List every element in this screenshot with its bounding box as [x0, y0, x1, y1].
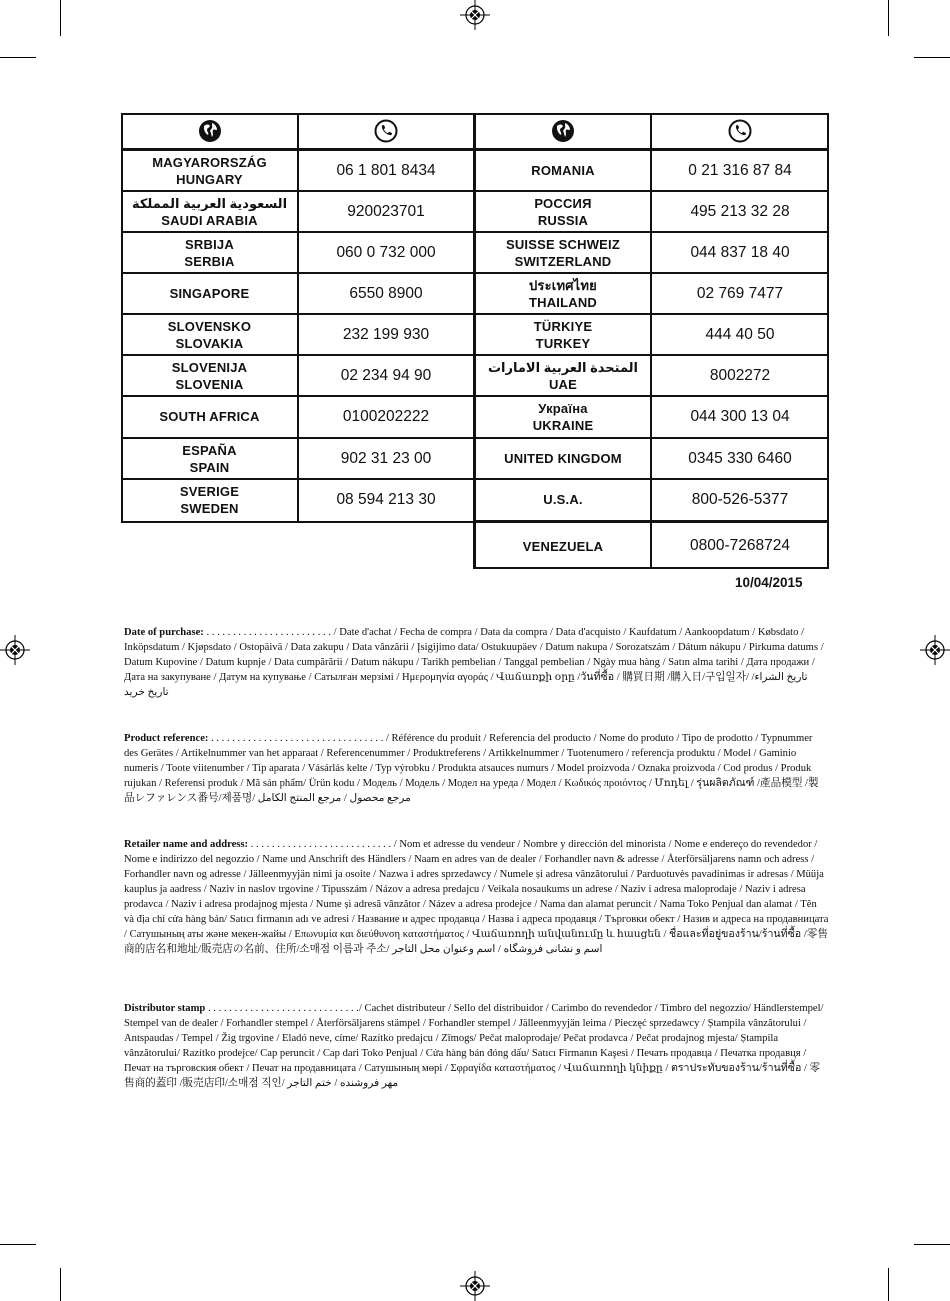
country-name: РОССИЯ RUSSIA: [534, 195, 592, 228]
fill-in-line: . . . . . . . . . . . . . . . . . . . . . . . . . . . . . . . . .: [208, 733, 386, 744]
country-name: MAGYARORSZÁG HUNGARY: [152, 154, 267, 187]
date-of-purchase-field: [124, 625, 829, 700]
crop-mark: [60, 0, 61, 36]
fill-in-line: . . . . . . . . . . . . . . . . . . . . . . . . . . .: [248, 839, 394, 850]
phone-number: 6550 8900: [349, 284, 423, 302]
crop-mark: [888, 1268, 889, 1301]
country-name: VENEZUELA: [522, 538, 604, 554]
country-name: TÜRKIYE TURKEY: [533, 318, 593, 351]
country-name: ESPAÑA SPAIN: [182, 442, 237, 475]
registration-mark-icon: [0, 635, 30, 665]
phone-number: 044 837 18 40: [690, 243, 790, 261]
header-web-cell: [121, 113, 298, 149]
phone-number: 444 40 50: [705, 325, 775, 343]
country-name: SVERIGE SWEDEN: [179, 483, 240, 516]
phone-number: 8002272: [709, 366, 771, 384]
phone-number: 0100202222: [342, 407, 430, 425]
header-phone-cell: [651, 113, 829, 149]
country-name: SINGAPORE: [169, 286, 250, 301]
phone-number: 02 234 94 90: [340, 366, 432, 384]
registration-mark-icon: [460, 0, 490, 30]
phone-number: 0800-7268724: [690, 537, 790, 554]
field-label: Distributor stamp: [124, 1003, 206, 1014]
field-translations: / Nom et adresse du vendeur / Nombre y dirección del minorista / Nome e endereço do revendedor / Nome e indirizzo del negozzio / Name und Anschrift des Händlers / Naam en adres van de dealer / Forhandler navn & adresse / Återförsäljarens namn och adress / Forhandler navn og adresse / Jälleenmyyjän nimi ja osoite / Nazwa i adres sprzedawcy / Numele și adresa vânzătorului / Parduotuvės pavadinimas ir adresas / Müüja kauplus ja aadress / Naziv in naslov trgovine / Tipusszám / Názov a adresa predajcu / Veikala nosaukums un adrese / Naziv i adresa maloprodaje / Naziv i adresa prodavca / Naziv i adresa prodajnog mjesta / Nume și adresă vânzător / Název a adresa prodejce / Nama dan alamat peruncit / Nama Toko Penjual dan alamat / Tên và địa chỉ cửa hàng bán/ Satıcı firmanın adı ve adresi / Название и адрес продавца / Назва і адреса продавця / Търговки обект / Назив и адреса на продавницата / Сатушының аты және мекен-жайы / Επωνυμία και διεύθυνση καταστήματος / Վաճառողի անվանումը և հասցեն / ชื่อและที่อยู่ของร้าน/ร้านที่ซื้อ /零售商的店名和地址/販売店の名前、住所/소매점 이름과 주소/ اسم و نشانی فروشگاه / اسم وعنوان محل التاجر: [124, 839, 829, 955]
country-name: السعودية العربية المملكة SAUDI ARABIA: [131, 195, 288, 228]
country-name: SOUTH AFRICA: [159, 409, 260, 424]
crop-mark: [914, 1244, 950, 1245]
crop-mark: [888, 0, 889, 36]
phone-number: 060 0 732 000: [336, 243, 436, 261]
field-translations: / Date d'achat / Fecha de compra / Data da compra / Data d'acquisto / Kaufdatum / Aankoopdatum / Købsdato / Inköpsdatum / Kjøpsdato / Ostopäivä / Data zakupu / Data vânzării / Įsigijimo data/ Ostukuupäev / Datum nakupa / Sorozatszám / Dátum nákupu / Pirkuma datums / Datum Kupovine / Datum kupnje / Data cumpărării / Datum nákupu / Tarikh pembelian / Tanggal pembelian / Ngày mua hàng / Satın alma tarihi / Дата продажи / Дата на закупуване / Датум на купување / Сатылған мерзімі / Ημερομηνία αγοράς / Վաճառքի օրը /วันที่ซื้อ / 購買日期 /購入日/구입일자/ تاريخ الشراء/ تاريخ خرید: [124, 627, 824, 698]
phone-number: 902 31 23 00: [340, 449, 432, 467]
product-reference-field: [124, 731, 829, 806]
phone-icon: [374, 119, 398, 143]
crop-mark: [0, 1244, 36, 1245]
phone-number: 044 300 13 04: [690, 407, 790, 425]
header-web-cell: [475, 113, 651, 149]
service-contact-table: [121, 113, 829, 569]
field-translations: / Cachet distributeur / Sello del distribuidor / Carimbo do revendedor / Timbro del negozzio/ Händlerstempel/ Stempel van de dealer / Forhandler stempel / Återförsäljarens stämpel / Forhandler stempel / Jälleenmyyjän leima / Pieczęć sprzedawcy / Ștampila vânzătorului / Antspaudas / Tempel / Žig trgovine / Eladó neve, címe/ Razítko predajcu / Zīmogs/ Pečat maloprodaje/ Pečat prodavca / Pečat prodajnog mjesta/ Ștampila vânzătorului/ Razítko prodejce/ Cap peruncit / Cap dari Toko Penjual / Cửa hàng bán đóng dấu/ Satıcı Firmanın Kaşesi / Печать продавца / Печатка продавця / Печат на търговския обект / Печат на продавницата / Сатушының мөрі / Σφραγίδα καταστήματος / Վաճառողի կնիքը / ตราประทับของร้าน/ร้านที่ซื้อ / 零售商的蓋印 /販売店印/소매점 직인/ مهر فروشنده / ختم التاجر: [124, 1003, 824, 1089]
phone-number: 0345 330 6460: [688, 449, 792, 467]
phone-number: 06 1 801 8434: [336, 161, 436, 179]
phone-number: 08 594 213 30: [336, 490, 436, 508]
field-translations: / Référence du produit / Referencia del producto / Nome do produto / Tipo de prodotto / Typnummer des Gerätes / Artikelnummer van het apparaat / Referencenummer / Produktreferens / Artikkelnummer / Tuotenumero / referencja produktu / Model / Gaminio numeris / Toote viitenumber / Tip aparata / Vásárlás kelte / Typ výrobku / Produkta atsauces numurs / Model proizvoda / Oznaka proizvoda / Cod produs / Produk rujukan / Referensi produk / Mã sản phẩm/ Ürün kodu / Модель / Модель / Модел на уреда / Модел / Κωδικός προιόντος / Մոդել / รุ่นผลิตภัณฑ์ /產品模型 /製品レファレンス番号/제품명/ مرجع محصول / مرجع المنتج الكامل: [124, 733, 819, 804]
header-phone-cell: [298, 113, 474, 149]
crop-mark: [914, 57, 950, 58]
crop-mark: [0, 57, 36, 58]
country-name: ROMANIA: [531, 163, 595, 178]
country-name: UNITED KINGDOM: [504, 451, 622, 466]
field-label: Retailer name and address:: [124, 839, 249, 850]
globe-icon: [198, 119, 222, 143]
country-name: SLOVENIJA SLOVENIA: [171, 359, 248, 392]
registration-mark-icon: [920, 635, 950, 665]
fill-in-line: . . . . . . . . . . . . . . . . . . . . . . . .: [203, 627, 334, 638]
country-name: SRBIJA SERBIA: [184, 236, 235, 269]
country-name: ประเทศไทย THAILAND: [528, 277, 598, 310]
phone-icon: [728, 119, 752, 143]
document-date: 10/04/2015: [735, 575, 803, 590]
country-name: Україна UKRAINE: [532, 400, 594, 433]
phone-number: 495 213 32 28: [690, 202, 790, 220]
globe-icon: [551, 119, 575, 143]
distributor-stamp-field: [124, 1001, 829, 1091]
country-name: U.S.A.: [543, 492, 583, 507]
phone-number: 232 199 930: [342, 325, 430, 343]
country-name: المتحدة العربية الامارات UAE: [487, 359, 639, 392]
field-label: Product reference:: [124, 733, 209, 744]
fill-in-line: . . . . . . . . . . . . . . . . . . . . . . . . . . . . .: [205, 1003, 359, 1014]
crop-mark: [60, 1268, 61, 1301]
phone-number: 800-526-5377: [691, 490, 789, 508]
retailer-name-address-field: [124, 837, 829, 957]
phone-number: 02 769 7477: [696, 284, 784, 302]
field-label: Date of purchase:: [124, 627, 204, 638]
country-name: SUISSE SCHWEIZ SWITZERLAND: [505, 236, 621, 269]
registration-mark-icon: [460, 1271, 490, 1301]
phone-number: 920023701: [347, 202, 425, 220]
phone-number: 0 21 316 87 84: [688, 161, 792, 179]
country-name: SLOVENSKO SLOVAKIA: [167, 318, 252, 351]
